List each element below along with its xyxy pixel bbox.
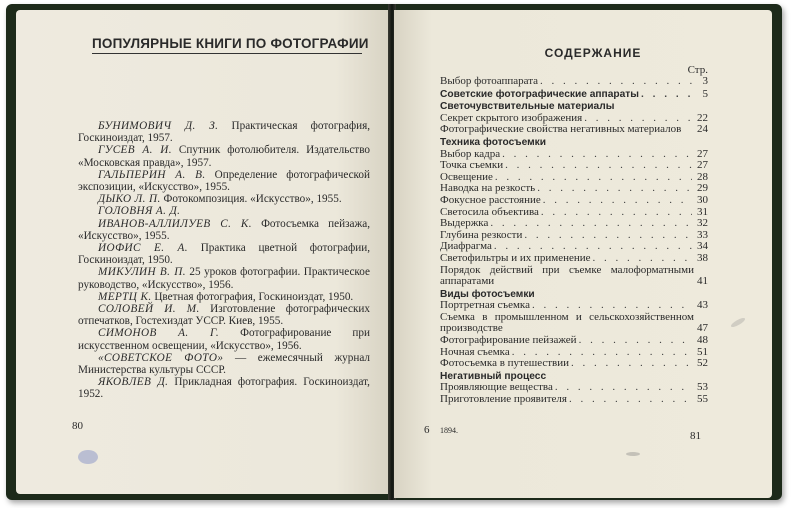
right-page-number: 81 xyxy=(690,430,701,442)
toc-entry: Секрет скрытого изображения . . . 22 xyxy=(440,113,708,125)
pencil-mark xyxy=(730,316,746,328)
signature-mark: 6 xyxy=(424,424,430,436)
toc-entry: Портретная съемка . . . 43 xyxy=(440,300,708,312)
bibliography-list xyxy=(78,120,370,401)
toc-entry: Порядок действий при съемке малоформатными аппаратами 41 xyxy=(440,263,708,288)
toc-entry: Ночная съемка . . . 51 xyxy=(440,347,708,359)
bibliography-entry: «СОВЕТСКОЕ ФОТО» — ежемесячный журнал Министерства культуры СССР. xyxy=(78,351,370,377)
left-page-title: ПОПУЛЯРНЫЕ КНИГИ ПО ФОТОГРАФИИ xyxy=(92,36,362,54)
bibliography-entry: ЯКОВЛЕВ Д. Прикладная фотография. Госкиноиздат, 1952. xyxy=(78,376,370,401)
toc-entry: Фотосъемка в путешествии . . . 52 xyxy=(440,358,708,370)
page-column-label: Стр. xyxy=(687,64,708,76)
toc-entry: Диафрагма . . . 34 xyxy=(440,241,708,253)
toc-entry: Фотографирование пейзажей . . . 48 xyxy=(440,335,708,347)
toc-entry: Фотографические свойства негативных материалов 24 xyxy=(440,123,708,136)
toc-entry: Светосила объектива . . . 31 xyxy=(440,207,708,219)
bibliography-entry: ГОЛОВНЯ А. Д. xyxy=(98,205,181,218)
right-page xyxy=(394,10,772,498)
toc-entry: Проявляющие вещества . . . 53 xyxy=(440,382,708,394)
bibliography-entry: МЕРТЦ К. Цветная фотография, Госкиноиздат, 1950. xyxy=(98,290,354,303)
ink-smudge xyxy=(78,450,98,464)
toc-entry: Выдержка . . . 32 xyxy=(440,218,708,230)
toc-entry: Приготовление проявителя . . . 55 xyxy=(440,394,708,406)
toc-entry: Освещение . . . 28 xyxy=(440,172,708,184)
toc-entry: Советские фотографические аппараты . . . 5 xyxy=(440,89,708,101)
bibliography-entry: БУНИМОВИЧ Д. З. Практическая фотография, Госкиноиздат, 1957. xyxy=(78,120,371,145)
toc-section-heading: Техника фотосъемки xyxy=(440,136,547,148)
contents-title: СОДЕРЖАНИЕ xyxy=(544,46,642,60)
toc-entry: Глубина резкости . . . 33 xyxy=(440,230,708,242)
left-page-number: 80 xyxy=(72,420,83,432)
toc-entry: Съемка в промышленном и сельскохозяйственном производстве 47 xyxy=(440,310,708,335)
toc-entry: Светофильтры и их применение . . . 38 xyxy=(440,253,708,265)
pencil-mark xyxy=(626,452,640,456)
toc-entry: Наводка на резкость . . . 29 xyxy=(440,183,708,195)
print-code: 1894. xyxy=(440,426,458,435)
toc-entry: Точка съемки . . . 27 xyxy=(440,160,708,172)
toc-section-heading: Негативный процесс xyxy=(440,370,547,382)
left-page xyxy=(16,10,392,494)
bibliography-entry: ДЫКО Л. П. Фотокомпозиция. «Искусство», 1955. xyxy=(98,193,342,206)
toc-entry: Фокусное расстояние . . . 30 xyxy=(440,195,708,207)
toc-entry: Выбор кадра . . . 27 xyxy=(440,149,708,161)
bibliography-entry: ГУСЕВ А. И. Спутник фотолюбителя. Издательство «Московская правда», 1957. xyxy=(78,144,370,169)
bibliography-entry: ИВАНОВ-АЛЛИЛУЕВ С. К. Фотосъемка пейзажа, «Искусство», 1955. xyxy=(78,217,370,242)
table-of-contents xyxy=(440,76,708,406)
bibliography-entry: ГАЛЬПЕРИН А. В. Определение фотографической экспозиции, «Искусство», 1955. xyxy=(78,168,370,194)
book-spread xyxy=(6,4,782,500)
bibliography-entry: ИОФИС Е. А. Практика цветной фотографии, Госкиноиздат, 1950. xyxy=(78,242,371,267)
bibliography-entry: СИМОНОВ А. Г. Фотографирование при искусственном освещении, «Искусство», 1956. xyxy=(78,327,370,352)
toc-entry: Выбор фотоаппарата . . . 3 xyxy=(440,76,708,88)
toc-section-heading: Виды фотосъемки xyxy=(440,288,535,300)
bibliography-entry: СОЛОВЕЙ И. М. Изготовление фотографических отпечатков, Гостехиздат УССР. Киев, 1955. xyxy=(78,303,371,328)
toc-section-heading: Светочувствительные материалы xyxy=(440,101,615,113)
bibliography-entry: МИКУЛИН В. П. 25 уроков фотографии. Практическое руководство, «Искусство», 1956. xyxy=(78,266,370,291)
